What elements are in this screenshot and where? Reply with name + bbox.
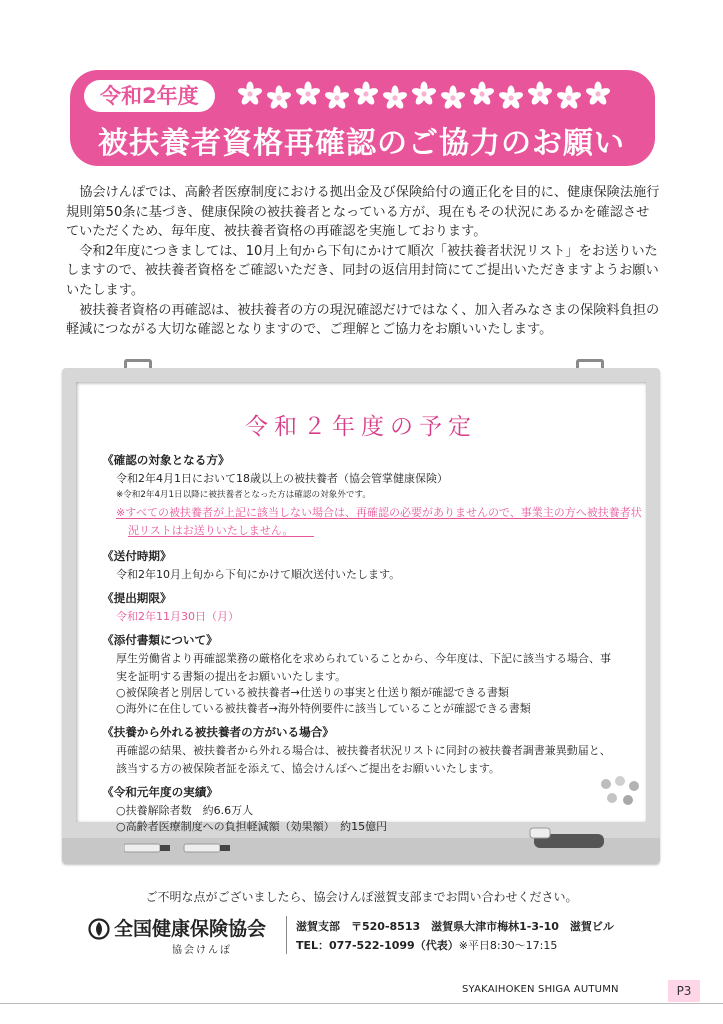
eraser-icon xyxy=(528,824,612,854)
page-number: P3 xyxy=(668,980,700,1002)
intro-paragraph-3: 被扶養者資格の再確認は、被扶養者の方の現況確認だけではなく、加入者みなさまの保険料負担の軽減につながる大切な確認となりますので、ご理解とご協力をお願いいたします。 xyxy=(66,302,660,338)
footer-rule xyxy=(0,1003,723,1004)
board-title: 令和２年度の予定 xyxy=(245,414,477,440)
section-heading-target: 《確認の対象となる方》 xyxy=(102,453,230,467)
flower-icon xyxy=(469,82,495,107)
flower-icon xyxy=(440,86,466,111)
contact-prompt: ご不明な点がございましたら、協会けんぽ滋賀支部までお問い合わせください。 xyxy=(145,890,578,904)
flower-icon xyxy=(295,82,321,107)
intro-text xyxy=(66,183,660,340)
target-pink-note-1: ※すべての被扶養者が上記に該当しない場合は、再確認の必要がありませんので、事業主の方へ被扶養者状 xyxy=(116,506,642,519)
flower-icon xyxy=(237,82,263,107)
section-heading-results: 《令和元年度の実績》 xyxy=(102,785,218,799)
divider xyxy=(286,916,287,954)
flower-icon xyxy=(527,82,553,107)
target-pink-note-2: 況リストはお送りいたしません。 xyxy=(128,524,294,537)
business-hours: ※平日8:30～17:15 xyxy=(458,939,558,952)
phone-number: TEL：077-522-1099（代表） xyxy=(296,939,459,952)
whiteboard-surface xyxy=(76,382,646,833)
section-heading-remove: 《扶養から外れる被扶養者の方がいる場合》 xyxy=(102,725,334,739)
flower-icon xyxy=(382,86,408,111)
send-line-1: 令和2年10月上旬から下旬にかけて順次送付いたします。 xyxy=(116,568,401,581)
flower-icon xyxy=(266,86,292,111)
section-heading-deadline: 《提出期限》 xyxy=(102,591,172,605)
flower-icon xyxy=(353,82,379,107)
flower-icon xyxy=(498,86,524,111)
intro-paragraph-2: 令和2年度につきましては、10月上旬から下旬にかけて順次「被扶養者状況リスト」をお送りいたしますので、被扶養者資格をご確認いただき、同封の返信用封筒にてご提出いただきますようお願いいたします。 xyxy=(66,243,659,298)
year-badge: 令和2年度 xyxy=(84,80,215,112)
org-name: 全国健康保険協会 xyxy=(114,918,267,940)
org-subname: 協会けんぽ xyxy=(172,945,232,956)
flower-icon xyxy=(585,82,611,107)
target-line-1: 令和2年4月1日において18歳以上の被扶養者（協会管掌健康保険） xyxy=(116,472,448,485)
whiteboard-tray xyxy=(62,838,660,863)
remove-line-1: 再確認の結果、被扶養者から外れる場合は、被扶養者状況リストに同封の被扶養者調書兼異動届と、 xyxy=(116,744,611,757)
section-heading-send: 《送付時期》 xyxy=(102,549,172,563)
magazine-name: SYAKAIHOKEN SHIGA AUTUMN xyxy=(462,984,619,995)
remove-line-2: 該当する方の被保険者証を添えて、協会けんぽへご提出をお願いいたします。 xyxy=(116,762,500,775)
results-line-1: ○扶養解除者数 約6.6万人 xyxy=(116,804,254,817)
flower-icon xyxy=(411,82,437,107)
attach-line-1: 厚生労働省より再確認業務の厳格化を求められていることから、今年度は、下記に該当する場合、事 xyxy=(116,652,611,665)
target-note: ※令和2年4月1日以降に被扶養者となった方は確認の対象外です。 xyxy=(116,490,371,500)
intro-paragraph-1: 協会けんぽでは、高齢者医療制度における拠出金及び保険給付の適正化を目的に、健康保険法施行規則第50条に基づき、健康保険の被扶養者となっている方が、現在もその状況にあるかを確認させていただくため、毎年度、被扶養者資格の再確認を実施しております。 xyxy=(66,185,660,240)
attach-line-3: ○被保険者と別居している被扶養者→仕送りの事実と仕送り額が確認できる書類 xyxy=(116,686,509,699)
page-title: 被扶養者資格再確認のご協力のお願い xyxy=(98,126,625,161)
branch-address: 滋賀支部 〒520-8513 滋賀県大津市梅林1-3-10 滋賀ビル xyxy=(296,920,614,933)
deadline-line-1: 令和2年11月30日（月） xyxy=(116,610,239,623)
whiteboard xyxy=(62,368,660,863)
logo-icon xyxy=(88,918,110,940)
flower-icon xyxy=(556,86,582,111)
underline xyxy=(116,518,628,519)
marker-icon xyxy=(124,840,244,856)
flower-icon xyxy=(324,86,350,111)
results-line-2: ○高齢者医療制度への負担軽減額（効果額） 約15億円 xyxy=(116,820,388,833)
attach-line-2: 実を証明する書類の提出をお願いいたします。 xyxy=(116,670,347,683)
attach-line-4: ○海外に在住している被扶養者→海外特例要件に該当していることが確認できる書類 xyxy=(116,702,531,715)
underline xyxy=(128,536,314,537)
flower-icon-row xyxy=(236,78,636,114)
branch-phone xyxy=(296,937,557,953)
section-heading-attach: 《添付書類について》 xyxy=(102,633,218,647)
magnet-icon xyxy=(596,772,646,812)
